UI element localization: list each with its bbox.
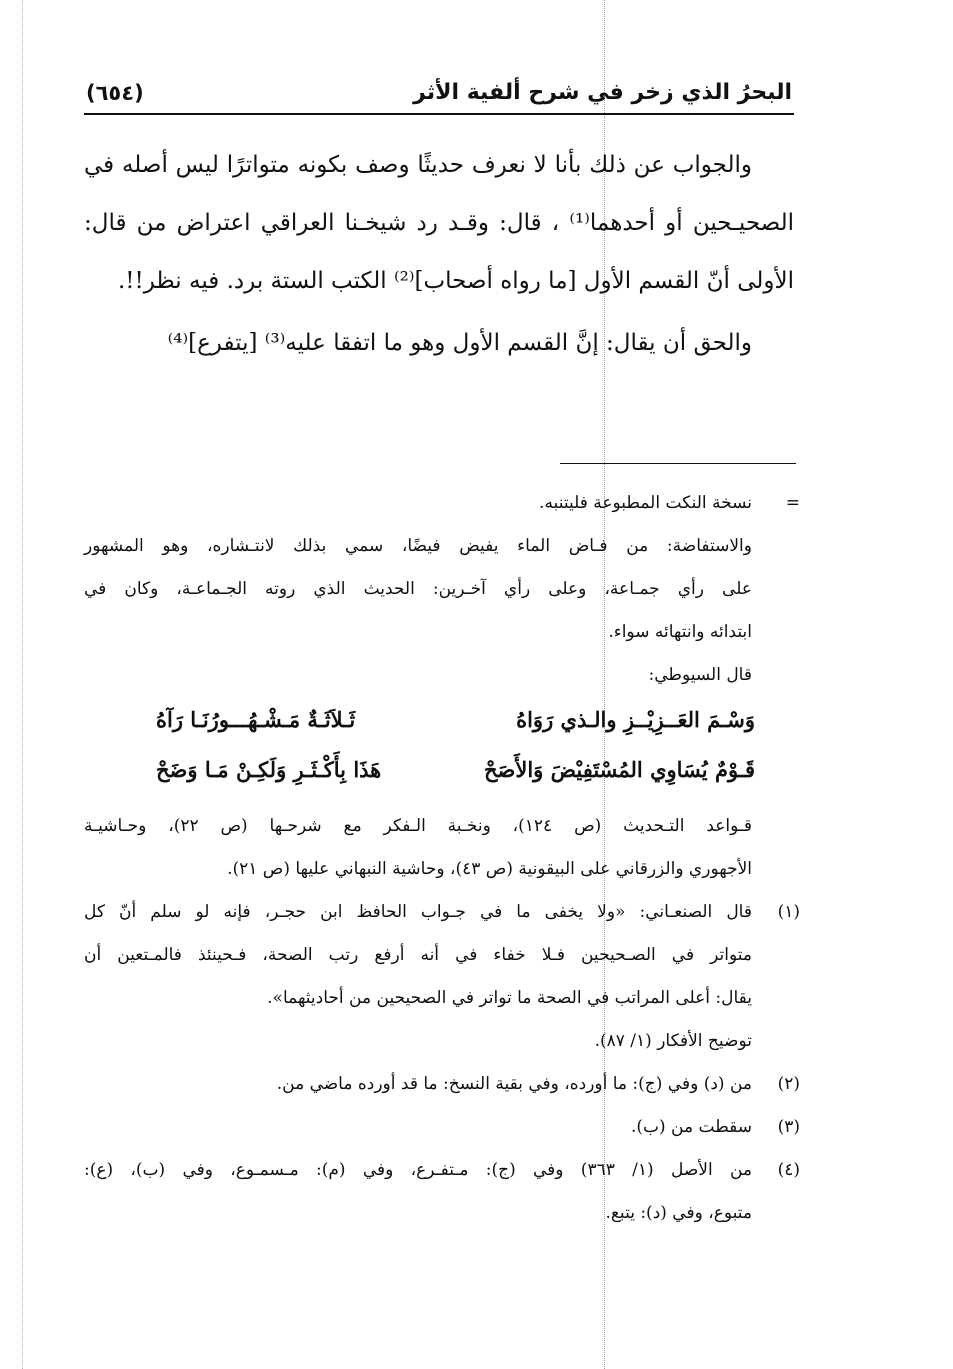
footnote-line: قال الصنعـاني: «ولا يخفى ما في جـواب الحافظ ابن حجـر، فإنه لو سلم أنّ كل — [84, 902, 752, 922]
footnote-line: متبوع، وفي (د): يتبع. — [605, 1203, 752, 1223]
footnote-line: الأجهوري والزرقاني على البيقونية (ص ٤٣)، وحاشية النبهاني عليها (ص ٢١). — [227, 859, 752, 879]
footnote-row — [84, 805, 800, 848]
verse-1-first-half: وَسْـمَ العَــزِيْــزِ والـذي رَوَاهُ — [516, 707, 755, 732]
footnote-4 — [84, 1149, 800, 1192]
footnote-row — [84, 654, 800, 697]
footnote-row — [84, 977, 800, 1020]
main-paragraph-2: والحق أن يقال: إنَّ القسم الأول وهو ما اتفقا عليه⁽³⁾ [يتفرع]⁽⁴⁾ — [167, 330, 752, 356]
verse-2-second-half: هَذَا بِأَكْـثَـرِ وَلَكِـنْ مَـا وَضَحْ — [156, 757, 382, 782]
footnote-row — [84, 611, 800, 654]
footnote-line: من الأصل (١/ ٣٦٣) وفي (ج): مـتفـرع، وفي (م): مـسمـوع، وفي (ب)، (ع): — [84, 1160, 753, 1180]
running-header — [86, 78, 792, 116]
footnote-line: قـواعد التـحديث (ص ١٢٤)، ونخـبة الـفكر مع شرحـها (ص ٢٢)، وحـاشيـة — [84, 816, 753, 836]
footnote-number: (٤) — [777, 1160, 800, 1180]
footnote-row — [84, 1192, 800, 1235]
poem-verses — [84, 697, 800, 805]
footnote-number: (٢) — [777, 1074, 800, 1094]
footnote-2 — [84, 1063, 800, 1106]
footnote-continuation — [84, 482, 800, 525]
footnote-separator — [560, 463, 796, 464]
footnotes — [84, 482, 800, 1235]
footnote-line: والاستفاضة: من فـاض الماء يفيض فيضًا، سمي بذلك لانتـشاره، وهو المشهور — [84, 536, 752, 556]
footnote-row — [84, 1020, 800, 1063]
footnote-line: متواتر في الصـحيحين فـلا خفاء في أنه أرفع رتب الصحة، فـحينئذ فالمـتعين أن — [84, 945, 752, 965]
footnote-row — [84, 848, 800, 891]
footnote-3 — [84, 1106, 800, 1149]
header-rule — [84, 113, 794, 115]
scan-edge-line — [22, 0, 23, 1369]
footnote-line: من (د) وفي (ج): ما أورده، وفي بقية النسخ: ما قد أورده ماضي من. — [276, 1074, 752, 1094]
footnote-number: (٣) — [777, 1117, 800, 1137]
footnote-line: توضيح الأفكار (١/ ٨٧). — [594, 1031, 752, 1051]
footnote-row — [84, 568, 800, 611]
footnote-number: (١) — [777, 902, 800, 922]
footnote-1 — [84, 891, 800, 934]
main-text — [84, 136, 794, 372]
continuation-mark: = — [785, 493, 800, 513]
footnote-row — [84, 525, 800, 568]
verse-1-second-half: ثَـلاَثَـةٌ مَـشْـهُـــورُنَـا رَآهُ — [156, 707, 356, 732]
verse-2-first-half: قَـوْمٌ يُسَاوِي المُسْتَفِيْضَ وَالأَصَحْ — [483, 757, 755, 782]
footnote-row — [84, 934, 800, 977]
footnote-line: على رأي جمـاعة، وعلى رأي آخـرين: الحديث الذي روته الجـماعـة، وكان في — [84, 579, 752, 599]
book-title: البحرُ الذي زخر في شرح ألفية الأثر — [413, 80, 792, 105]
footnote-line: ابتدائه وانتهائه سواء. — [608, 622, 752, 642]
page-number: (٦٥٤) — [86, 81, 144, 105]
main-paragraph-1: والجواب عن ذلك بأنا لا نعرف حديثًا وصف بكونه متواترًا ليس أصله في الصحيـحين أو أحدهما⁽¹⁾ ، قال: وقـد رد شيخـنا العراقي اعتراض من قال: الأولى أنّ القسم الأول [ما رواه أصحاب]⁽²⁾ الكتب الستة برد. فيه نظر!!. — [84, 152, 795, 294]
footnote-line: نسخة النكت المطبوعة فليتنبه. — [539, 493, 752, 513]
footnote-line: سقطت من (ب). — [630, 1117, 752, 1137]
footnote-line: قال السيوطي: — [648, 665, 752, 685]
footnote-line: يقال: أعلى المراتب في الصحة ما تواتر في الصحيحين من أحاديثهما». — [267, 988, 752, 1008]
